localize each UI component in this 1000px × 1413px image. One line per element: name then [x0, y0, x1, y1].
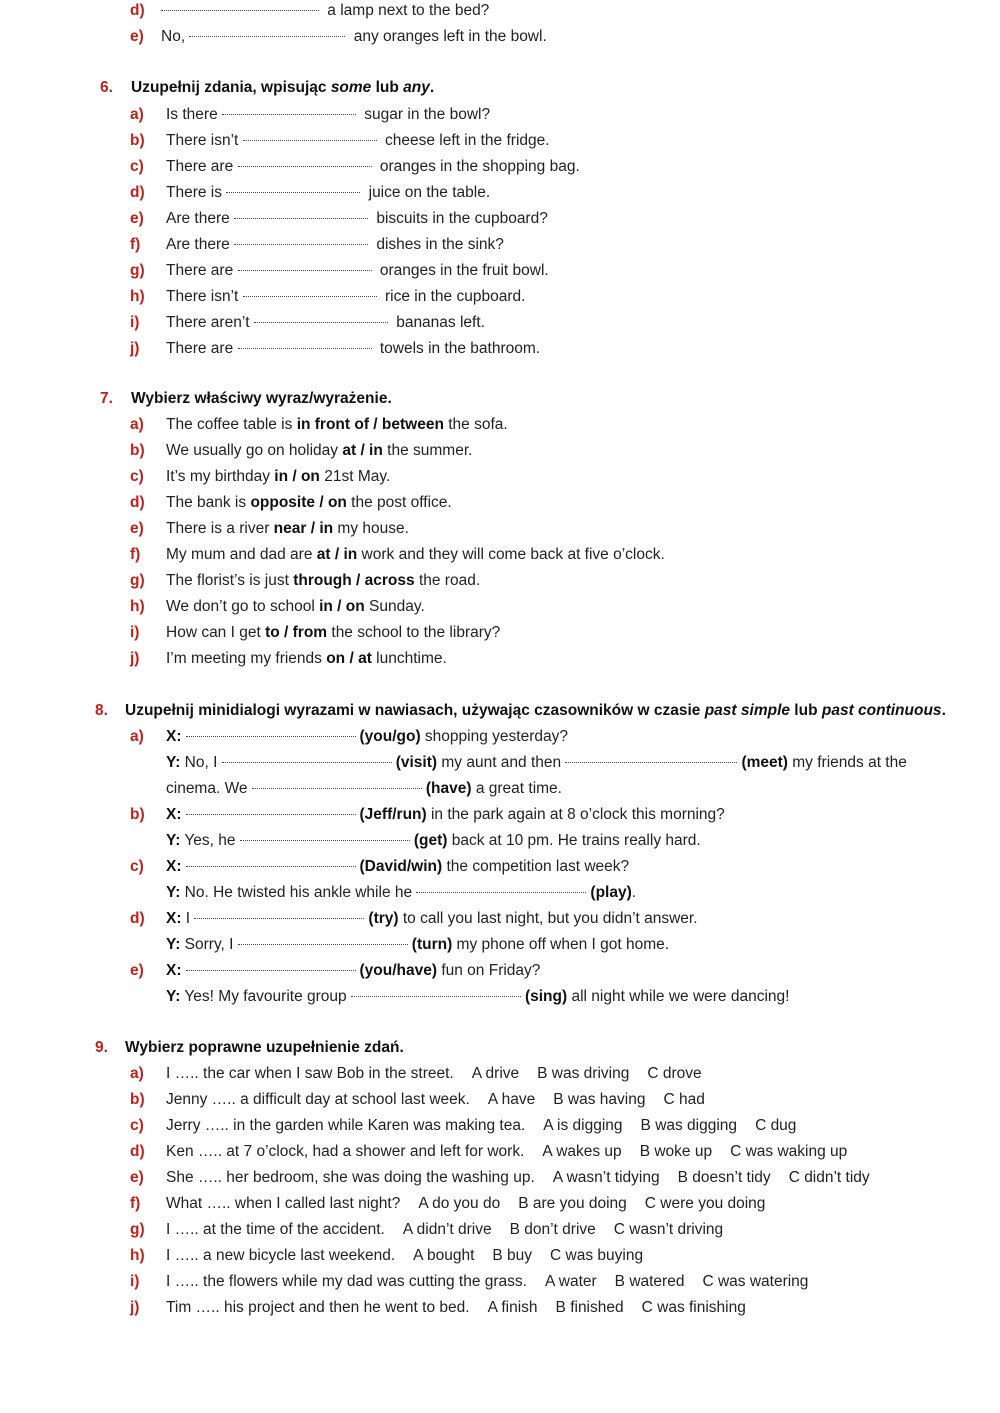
item-text-pre: How can I get [166, 624, 266, 641]
item-text-pre: No, [161, 28, 190, 45]
choice-options[interactable]: opposite / on [250, 494, 347, 511]
item-label: d) [130, 1143, 145, 1160]
item-text [166, 1115, 796, 1137]
blank-field[interactable] [186, 736, 356, 737]
item-text-pre: The coffee table is [166, 416, 297, 433]
item-label: f) [130, 1195, 141, 1212]
item-text-post: the school to the library? [327, 624, 501, 641]
item-text [166, 596, 425, 618]
item-text-pre: Are there [166, 210, 235, 227]
item-label: e) [130, 210, 144, 227]
item-text [166, 1167, 870, 1189]
question-text: What ….. when I called last night? [166, 1195, 401, 1212]
choice-options[interactable]: through / across [293, 572, 415, 589]
verb-hint: (get) [413, 832, 448, 849]
item-label: f) [130, 546, 141, 563]
item-label: d) [130, 910, 145, 927]
question-text: Jerry ….. in the garden while Karen was making tea. [166, 1117, 526, 1134]
item-label: c) [130, 858, 144, 875]
question-text: I ….. the flowers while my dad was cutting the grass. [166, 1273, 527, 1290]
item-label: b) [130, 806, 145, 823]
item-text [166, 156, 580, 178]
option-b[interactable]: B buy [492, 1247, 533, 1264]
blank-field[interactable] [186, 814, 356, 815]
item-text-post: my house. [333, 520, 409, 537]
verb-hint: (you/have) [359, 962, 438, 979]
option-c[interactable]: C wasn’t driving [613, 1221, 724, 1238]
item-text-post: rice in the cupboard. [380, 288, 526, 305]
blank-field[interactable] [252, 788, 422, 789]
item-label: g) [130, 1221, 145, 1238]
question-text: I ….. a new bicycle last weekend. [166, 1247, 396, 1264]
item-label: c) [130, 1117, 144, 1134]
question-text: Jenny ….. a difficult day at school last week. [166, 1091, 470, 1108]
item-text-post: biscuits in the cupboard? [372, 210, 548, 227]
option-c[interactable]: C were you doing [644, 1195, 766, 1212]
speaker-x: X: [166, 858, 182, 875]
blank-field[interactable] [186, 866, 356, 867]
option-c[interactable]: C didn’t tidy [788, 1169, 870, 1186]
speaker-x: X: [166, 910, 182, 927]
section-number: 6. [100, 79, 113, 96]
item-text-pre: There are [166, 262, 238, 279]
speaker-y: Y: [166, 754, 181, 771]
blank-field[interactable] [194, 918, 364, 919]
item-label: a) [130, 106, 144, 123]
item-text [166, 518, 409, 540]
choice-options[interactable]: at / in [316, 546, 358, 563]
choice-options[interactable]: at / in [342, 442, 383, 459]
item-label: h) [130, 598, 145, 615]
option-a[interactable]: A drive [471, 1065, 520, 1082]
blank-field[interactable] [234, 244, 368, 245]
item-text [166, 1141, 847, 1163]
item-label: a) [130, 416, 144, 433]
question-text: Ken ….. at 7 o’clock, had a shower and left for work. [166, 1143, 525, 1160]
item-text-pre: The florist’s is just [166, 572, 294, 589]
option-b[interactable]: B was having [553, 1091, 646, 1108]
item-text-pre: There isn’t [166, 132, 243, 149]
speaker-x: X: [166, 806, 182, 823]
blank-field[interactable] [240, 840, 410, 841]
item-text-pre: The bank is [166, 494, 251, 511]
item-text [166, 544, 665, 566]
choice-options[interactable]: in / on [319, 598, 365, 615]
item-text [166, 1089, 705, 1111]
section-title: Uzupełnij minidialogi wyrazami w nawiasach, używając czasowników w czasie past simple lub past continuous. [125, 702, 946, 719]
item-text-pre: There is [166, 184, 227, 201]
item-label: h) [130, 1247, 145, 1264]
item-text-post: bananas left. [391, 314, 485, 331]
blank-field[interactable] [161, 10, 319, 11]
item-text-post: Sunday. [364, 598, 425, 615]
choice-options[interactable]: near / in [273, 520, 334, 537]
option-a[interactable]: A didn’t drive [402, 1221, 492, 1238]
option-c[interactable]: C was waking up [730, 1143, 848, 1160]
option-a[interactable]: A finish [487, 1299, 538, 1316]
item-text-pre: There are [166, 158, 238, 175]
item-text [166, 1245, 643, 1267]
verb-hint: (play) [590, 884, 632, 901]
option-b[interactable]: B woke up [639, 1143, 713, 1160]
question-text: I ….. at the time of the accident. [166, 1221, 385, 1238]
option-b[interactable]: B doesn’t tidy [677, 1169, 771, 1186]
item-text-post: the summer. [382, 442, 473, 459]
item-text [166, 338, 540, 360]
item-text-pre: There aren’t [166, 314, 254, 331]
item-label: d) [130, 184, 145, 201]
option-b[interactable]: B don’t drive [509, 1221, 596, 1238]
item-label: b) [130, 132, 145, 149]
item-text [166, 312, 485, 334]
item-text-post: towels in the bathroom. [375, 340, 541, 357]
item-label: e) [130, 520, 144, 537]
question-text: She ….. her bedroom, she was doing the washing up. [166, 1169, 535, 1186]
item-text-post: the post office. [346, 494, 452, 511]
item-text [166, 492, 452, 514]
item-text-post: cheese left in the fridge. [380, 132, 550, 149]
item-text-post: a lamp next to the bed? [323, 2, 490, 19]
option-c[interactable]: C dug [755, 1117, 797, 1134]
blank-field[interactable] [238, 270, 372, 271]
item-text [166, 104, 490, 126]
blank-field[interactable] [189, 36, 345, 37]
choice-options[interactable]: in / on [274, 468, 320, 485]
option-a[interactable]: A is digging [543, 1117, 623, 1134]
item-text [166, 130, 550, 152]
blank-field[interactable] [416, 892, 586, 893]
item-label: j) [130, 340, 140, 357]
option-a[interactable]: A wasn’t tidying [552, 1169, 660, 1186]
item-label: b) [130, 1091, 145, 1108]
blank-field[interactable] [222, 114, 356, 115]
speaker-y: Y: [166, 936, 181, 953]
item-label: a) [130, 1065, 144, 1082]
option-b[interactable]: B was digging [640, 1117, 738, 1134]
choice-options[interactable]: in front of / between [296, 416, 444, 433]
item-label: b) [130, 442, 145, 459]
option-b[interactable]: B was driving [537, 1065, 630, 1082]
verb-hint: (David/win) [359, 858, 443, 875]
option-c[interactable]: C had [663, 1091, 705, 1108]
option-a[interactable]: A bought [413, 1247, 475, 1264]
section-title: Uzupełnij zdania, wpisując some lub any. [131, 79, 435, 96]
verb-hint: (try) [368, 910, 399, 927]
item-text-pre: Is there [166, 106, 222, 123]
blank-field[interactable] [243, 140, 377, 141]
item-label: i) [130, 1273, 140, 1290]
item-text-pre: We don’t go to school [166, 598, 320, 615]
verb-hint: (meet) [741, 754, 788, 771]
blank-field[interactable] [186, 970, 356, 971]
item-label: i) [130, 314, 140, 331]
item-text-post: work and they will come back at five o’clock. [357, 546, 665, 563]
item-label: d) [130, 2, 145, 19]
item-text-post: the sofa. [443, 416, 508, 433]
blank-field[interactable] [238, 348, 372, 349]
choice-options[interactable]: on / at [326, 650, 372, 667]
section-title: Wybierz poprawne uzupełnienie zdań. [125, 1039, 404, 1056]
speaker-x: X: [166, 728, 182, 745]
option-a[interactable]: A wakes up [542, 1143, 622, 1160]
item-text [166, 570, 480, 592]
option-c[interactable]: C was buying [550, 1247, 644, 1264]
verb-hint: (visit) [395, 754, 438, 771]
blank-field[interactable] [565, 762, 737, 763]
item-text-post: any oranges left in the bowl. [349, 28, 547, 45]
item-text-pre: It’s my birthday [166, 468, 275, 485]
item-text-post: lunchtime. [371, 650, 447, 667]
speaker-y: Y: [166, 988, 181, 1005]
item-text-pre: There isn’t [166, 288, 243, 305]
option-a[interactable]: A do you do [418, 1195, 501, 1212]
item-text [166, 1219, 723, 1241]
verb-hint: (sing) [524, 988, 568, 1005]
item-label: j) [130, 1299, 140, 1316]
item-text-post: the road. [414, 572, 481, 589]
item-text [166, 1271, 808, 1293]
item-text-post: sugar in the bowl? [360, 106, 491, 123]
blank-field[interactable] [226, 192, 360, 193]
item-text-pre: I’m meeting my friends [166, 650, 327, 667]
item-text [166, 208, 548, 230]
item-text [166, 440, 472, 462]
item-text [166, 182, 490, 204]
section-number: 8. [95, 702, 108, 719]
item-label: c) [130, 158, 144, 175]
question-text: Tim ….. his project and then he went to bed. [166, 1299, 470, 1316]
item-label: g) [130, 262, 145, 279]
option-c[interactable]: C was watering [702, 1273, 809, 1290]
blank-field[interactable] [238, 166, 372, 167]
item-label: a) [130, 728, 144, 745]
question-text: I ….. the car when I saw Bob in the street. [166, 1065, 454, 1082]
item-text-post: dishes in the sink? [372, 236, 504, 253]
item-text-pre: Are there [166, 236, 235, 253]
item-text-pre: My mum and dad are [166, 546, 317, 563]
item-text [166, 648, 447, 670]
item-text [166, 466, 390, 488]
choice-options[interactable]: to / from [265, 624, 328, 641]
blank-field[interactable] [243, 296, 377, 297]
item-label: c) [130, 468, 144, 485]
item-label: j) [130, 650, 140, 667]
item-label: e) [130, 1169, 144, 1186]
item-label: e) [130, 28, 144, 45]
item-text-post: oranges in the fruit bowl. [375, 262, 549, 279]
item-text [166, 622, 500, 644]
verb-hint: (have) [425, 780, 472, 797]
verb-hint: (you/go) [359, 728, 421, 745]
item-text-post: 21st May. [319, 468, 391, 485]
section-title: Wybierz właściwy wyraz/wyrażenie. [131, 390, 392, 407]
item-text [166, 414, 508, 436]
option-a[interactable]: A have [487, 1091, 536, 1108]
section-number: 7. [100, 390, 113, 407]
option-a[interactable]: A water [544, 1273, 597, 1290]
blank-field[interactable] [254, 322, 388, 323]
option-b[interactable]: B finished [555, 1299, 624, 1316]
item-label: f) [130, 236, 141, 253]
item-text-pre: We usually go on holiday [166, 442, 343, 459]
section-number: 9. [95, 1039, 108, 1056]
verb-hint: (turn) [411, 936, 453, 953]
blank-field[interactable] [234, 218, 368, 219]
item-text-post: juice on the table. [364, 184, 491, 201]
item-text [166, 234, 504, 256]
blank-field[interactable] [222, 762, 392, 763]
item-text [166, 1063, 702, 1085]
item-text-post: oranges in the shopping bag. [375, 158, 580, 175]
option-b[interactable]: B are you doing [518, 1195, 627, 1212]
speaker-x: X: [166, 962, 182, 979]
item-label: i) [130, 624, 140, 641]
item-text [166, 1193, 765, 1215]
item-text [166, 260, 549, 282]
speaker-y: Y: [166, 884, 181, 901]
verb-hint: (Jeff/run) [359, 806, 427, 823]
item-label: h) [130, 288, 145, 305]
blank-field[interactable] [351, 996, 521, 997]
item-label: g) [130, 572, 145, 589]
item-text [166, 286, 525, 308]
speaker-y: Y: [166, 832, 181, 849]
item-label: d) [130, 494, 145, 511]
item-text-pre: There are [166, 340, 238, 357]
item-text-pre: There is a river [166, 520, 274, 537]
option-b[interactable]: B watered [614, 1273, 685, 1290]
item-label: e) [130, 962, 144, 979]
item-text [166, 1297, 746, 1319]
option-c[interactable]: C drove [647, 1065, 702, 1082]
blank-field[interactable] [238, 944, 408, 945]
option-c[interactable]: C was finishing [641, 1299, 746, 1316]
